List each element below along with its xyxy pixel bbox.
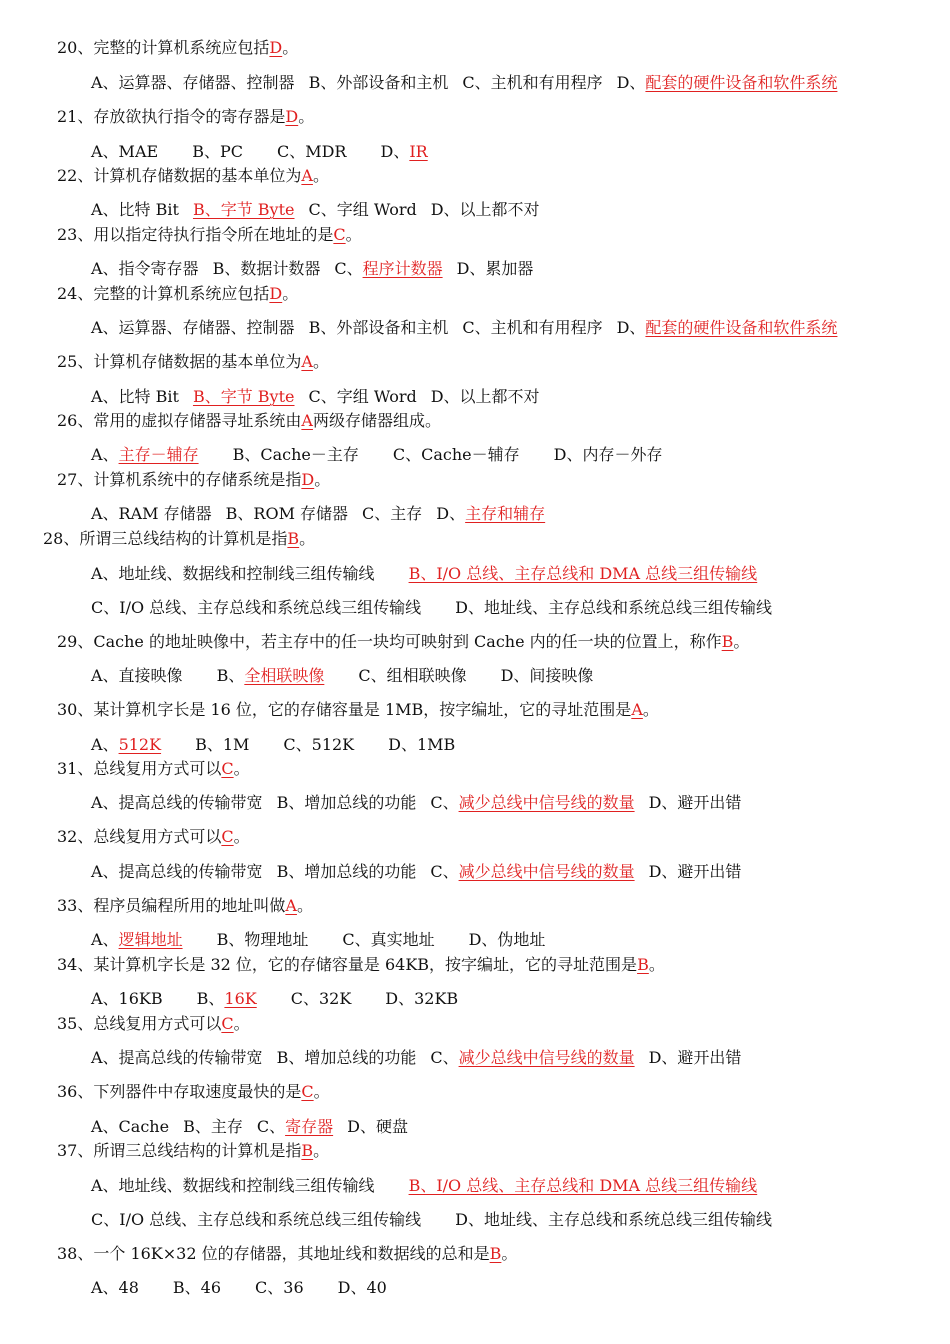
option [91, 1116, 169, 1138]
question-text: 24、完整的计算机系统应包括 [57, 284, 270, 303]
option-answer: B、字节 Byte [192, 200, 295, 219]
option-text: A、指令寄存器 [91, 259, 199, 278]
option-text: C、32K [290, 989, 352, 1008]
option-row [0, 861, 741, 883]
option-answer: IR [409, 142, 428, 161]
option-text: C、I/O 总线、主存总线和系统总线三组传输线 [91, 1210, 422, 1229]
option-row [0, 317, 837, 339]
question-tail: 。 [313, 1082, 330, 1101]
option [554, 444, 663, 466]
option-answer: 减少总线中信号线的数量 [458, 793, 635, 812]
option [197, 988, 257, 1010]
option [309, 199, 417, 221]
option-answer: 逻辑地址 [118, 930, 183, 949]
option-answer: 减少总线中信号线的数量 [458, 862, 635, 881]
option-answer: B、I/O 总线、主存总线和 DMA 总线三组传输线 [408, 1176, 758, 1195]
answer-letter: B [637, 955, 649, 974]
option-answer: 程序计数器 [362, 259, 443, 278]
option-text: B、外部设备和主机 [308, 73, 449, 92]
question-text: 28、所谓三总线结构的计算机是指 [43, 529, 288, 548]
option [91, 199, 179, 221]
option-text: C、组相联映像 [358, 666, 467, 685]
option-prefix: D、 [616, 73, 646, 92]
question-tail: 。 [282, 284, 299, 303]
answer-letter: D [285, 107, 299, 126]
option [617, 72, 838, 94]
question-line [0, 410, 441, 432]
question-text: 22、计算机存储数据的基本单位为 [57, 166, 302, 185]
question-text: 25、计算机存储数据的基本单位为 [57, 352, 302, 371]
option [409, 563, 758, 585]
option [338, 1277, 387, 1299]
question-tail: 。 [648, 955, 665, 974]
option [430, 861, 634, 883]
option-text: A、地址线、数据线和控制线三组传输线 [91, 1176, 375, 1195]
option [91, 1175, 375, 1197]
option-row [0, 929, 545, 951]
question-line [0, 1140, 329, 1162]
option-text: B、数据计数器 [212, 259, 321, 278]
question-tail: 。 [312, 352, 329, 371]
option-text: A、16KB [91, 989, 163, 1008]
option [213, 258, 321, 280]
option [436, 503, 545, 525]
option [91, 597, 421, 619]
option [91, 1277, 139, 1299]
option-prefix: B、 [216, 666, 245, 685]
option-text: D、地址线、主存总线和系统总线三组传输线 [455, 1210, 773, 1229]
option-text: B、PC [192, 142, 243, 161]
option [385, 988, 458, 1010]
option-answer: 配套的硬件设备和软件系统 [645, 318, 838, 337]
option-row [0, 1209, 772, 1231]
option [291, 988, 352, 1010]
option-row [0, 792, 741, 814]
option [91, 317, 295, 339]
question-line [0, 1243, 517, 1265]
answer-letter: B [287, 529, 300, 548]
option-text: C、MDR [276, 142, 347, 161]
question-line [0, 469, 330, 491]
option-answer: B、字节 Byte [192, 387, 295, 406]
question-tail: 。 [233, 1014, 250, 1033]
option [409, 1175, 758, 1197]
option [195, 734, 249, 756]
option-text: A、MAE [91, 142, 159, 161]
option [91, 503, 212, 525]
option-text: A、提高总线的传输带宽 [91, 862, 263, 881]
option [193, 199, 295, 221]
option [358, 665, 466, 687]
question-line [0, 631, 749, 653]
option [255, 1277, 304, 1299]
option [430, 1047, 634, 1069]
option-text: A、比特 Bit [91, 387, 179, 406]
option-text: C、字组 Word [308, 200, 417, 219]
option-row [0, 1116, 408, 1138]
option-text: C、I/O 总线、主存总线和系统总线三组传输线 [91, 598, 422, 617]
answer-letter: A [631, 700, 643, 719]
option-text: B、增加总线的功能 [276, 1048, 417, 1067]
option-text: B、1M [195, 735, 250, 754]
option [91, 444, 199, 466]
option-prefix: A、 [91, 735, 119, 754]
option [362, 503, 422, 525]
question-tail: 。 [733, 632, 750, 651]
option [380, 141, 427, 163]
question-line [0, 165, 329, 187]
option-answer: 主存－辅存 [118, 445, 199, 464]
option [91, 258, 199, 280]
option-row [0, 141, 428, 163]
option-text: B、Cache－主存 [232, 445, 359, 464]
option [649, 1047, 742, 1069]
question-line [0, 351, 329, 373]
option [91, 861, 263, 883]
question-line [0, 895, 313, 917]
option [193, 386, 295, 408]
option-answer: 配套的硬件设备和软件系统 [645, 73, 838, 92]
answer-letter: C [301, 1082, 314, 1101]
question-text: 33、程序员编程所用的地址叫做 [57, 896, 286, 915]
option-prefix: A、 [91, 445, 119, 464]
option-text: A、提高总线的传输带宽 [91, 793, 263, 812]
question-text: 38、一个 16K×32 位的存储器，其地址线和数据线的总和是 [57, 1244, 490, 1263]
option-answer: 512K [118, 735, 162, 754]
option-text: C、512K [283, 735, 355, 754]
question-line [0, 106, 314, 128]
option-row [0, 734, 455, 756]
question-text: 31、总线复用方式可以 [57, 759, 222, 778]
question-tail: 。 [298, 107, 315, 126]
option-text: D、间接映像 [500, 666, 594, 685]
option [91, 563, 375, 585]
question-tail: 。 [282, 38, 299, 57]
answer-letter: B [301, 1141, 314, 1160]
option-text: D、1MB [388, 735, 456, 754]
option [283, 734, 354, 756]
option-text: A、RAM 存储器 [91, 504, 212, 523]
option-text: C、36 [255, 1278, 304, 1297]
option [91, 734, 161, 756]
question-line [0, 1081, 330, 1103]
option-row [0, 1047, 741, 1069]
question-tail: 。 [501, 1244, 518, 1263]
option [217, 665, 325, 687]
option-text: C、真实地址 [342, 930, 435, 949]
option-text: A、运算器、存储器、控制器 [91, 318, 295, 337]
option-text: C、主存 [362, 504, 423, 523]
option [393, 444, 520, 466]
option-text: B、物理地址 [216, 930, 309, 949]
option [431, 386, 540, 408]
option-row [0, 444, 662, 466]
option-text: A、48 [91, 1278, 139, 1297]
option [347, 1116, 408, 1138]
option-prefix: C、 [430, 1048, 459, 1067]
option-prefix: D、 [616, 318, 646, 337]
option [277, 141, 347, 163]
option-row [0, 1175, 757, 1197]
option [457, 258, 534, 280]
option [309, 386, 417, 408]
option-text: D、以上都不对 [430, 387, 540, 406]
answer-letter: D [269, 284, 283, 303]
option-text: D、硬盘 [347, 1117, 408, 1136]
option-text: C、字组 Word [308, 387, 417, 406]
question-text: 23、用以指定待执行指令所在地址的是 [57, 225, 334, 244]
option-text: D、避开出错 [648, 793, 742, 812]
option-prefix: C、 [430, 862, 459, 881]
answer-letter: A [285, 896, 297, 915]
question-tail: 。 [312, 166, 329, 185]
option [462, 317, 602, 339]
option-text: D、伪地址 [468, 930, 546, 949]
option-row [0, 199, 540, 221]
option-text: D、避开出错 [648, 1048, 742, 1067]
question-text: 36、下列器件中存取速度最快的是 [57, 1082, 302, 1101]
option-prefix: C、 [430, 793, 459, 812]
option-text: D、40 [337, 1278, 387, 1297]
option [469, 929, 546, 951]
answer-letter: A [301, 166, 313, 185]
option [277, 792, 417, 814]
option-row [0, 597, 772, 619]
question-text: 37、所谓三总线结构的计算机是指 [57, 1141, 302, 1160]
option-text: C、主机和有用程序 [462, 73, 603, 92]
option-text: B、主存 [183, 1117, 243, 1136]
question-text: 26、常用的虚拟存储器寻址系统由 [57, 411, 302, 430]
answer-letter: C [221, 827, 234, 846]
option [91, 141, 158, 163]
option [192, 141, 243, 163]
option [217, 929, 309, 951]
option-text: B、外部设备和主机 [308, 318, 449, 337]
option-row [0, 1277, 387, 1299]
option [91, 1047, 263, 1069]
question-line [0, 1013, 250, 1035]
answer-letter: C [333, 225, 346, 244]
option-text: D、避开出错 [648, 862, 742, 881]
option [617, 317, 838, 339]
answer-letter: D [301, 470, 315, 489]
option-text: D、32KB [385, 989, 459, 1008]
option-text: C、Cache－辅存 [392, 445, 520, 464]
question-text: 27、计算机系统中的存储系统是指 [57, 470, 302, 489]
option [342, 929, 434, 951]
question-text: 34、某计算机字长是 32 位，它的存储容量是 64KB，按字编址，它的寻址范围是 [57, 955, 638, 974]
option-row [0, 563, 757, 585]
option [431, 199, 540, 221]
option [455, 597, 772, 619]
option-answer: 全相联映像 [244, 666, 325, 685]
answer-letter: C [221, 759, 234, 778]
answer-letter: C [221, 1014, 234, 1033]
option [430, 792, 634, 814]
option-row [0, 258, 533, 280]
option-text: A、提高总线的传输带宽 [91, 1048, 263, 1067]
option-text: D、以上都不对 [430, 200, 540, 219]
option-text: D、地址线、主存总线和系统总线三组传输线 [455, 598, 773, 617]
answer-letter: D [269, 38, 283, 57]
option-text: A、地址线、数据线和控制线三组传输线 [91, 564, 375, 583]
option [277, 861, 417, 883]
question-text: 29、Cache 的地址映像中，若主存中的任一块均可映射到 Cache 内的任一块的位置上，称作 [57, 632, 722, 651]
option [91, 1209, 421, 1231]
option [91, 72, 295, 94]
question-text: 21、存放欲执行指令的寄存器是 [57, 107, 286, 126]
answer-letter: B [489, 1244, 502, 1263]
question-text: 35、总线复用方式可以 [57, 1014, 222, 1033]
option-prefix: A、 [91, 930, 119, 949]
option [388, 734, 455, 756]
option-answer: 16K [224, 989, 257, 1008]
option [334, 258, 442, 280]
option [455, 1209, 772, 1231]
option-row [0, 665, 593, 687]
option-answer: 减少总线中信号线的数量 [458, 1048, 635, 1067]
option-prefix: B、 [196, 989, 225, 1008]
option [226, 503, 348, 525]
option-prefix: C、 [256, 1117, 286, 1136]
option [91, 988, 163, 1010]
option-text: B、46 [172, 1278, 222, 1297]
option-text: A、运算器、存储器、控制器 [91, 73, 295, 92]
option [233, 444, 359, 466]
option-text: C、主机和有用程序 [462, 318, 603, 337]
question-line [0, 758, 250, 780]
question-line [0, 37, 298, 59]
answer-letter: B [721, 632, 734, 651]
question-line [0, 954, 665, 976]
option-text: A、Cache [91, 1117, 170, 1136]
option [501, 665, 594, 687]
option-text: B、ROM 存储器 [225, 504, 349, 523]
question-tail: 。 [642, 700, 659, 719]
option [91, 665, 183, 687]
answer-letter: A [301, 411, 313, 430]
answer-letter: A [301, 352, 313, 371]
question-tail: 。 [233, 759, 250, 778]
option-text: B、增加总线的功能 [276, 793, 417, 812]
option-text: D、累加器 [456, 259, 534, 278]
option [91, 386, 179, 408]
option-text: A、直接映像 [91, 666, 183, 685]
option-text: D、内存－外存 [553, 445, 663, 464]
question-line [0, 699, 659, 721]
option-prefix: C、 [334, 259, 363, 278]
option [173, 1277, 221, 1299]
question-tail: 。 [296, 896, 313, 915]
option [649, 861, 742, 883]
option-prefix: D、 [436, 504, 466, 523]
option-prefix: D、 [380, 142, 410, 161]
option [91, 792, 263, 814]
option-row [0, 503, 545, 525]
option-text: A、比特 Bit [91, 200, 179, 219]
question-tail: 。 [345, 225, 362, 244]
option-answer: 寄存器 [285, 1117, 334, 1136]
question-tail: 。 [233, 827, 250, 846]
question-tail: 两级存储器组成。 [312, 411, 441, 430]
question-tail: 。 [313, 1141, 330, 1160]
option [257, 1116, 333, 1138]
option-answer: 主存和辅存 [465, 504, 546, 523]
option-answer: B、I/O 总线、主存总线和 DMA 总线三组传输线 [408, 564, 758, 583]
question-line [0, 224, 362, 246]
question-line [0, 826, 250, 848]
question-tail: 。 [299, 529, 316, 548]
option [277, 1047, 417, 1069]
option [183, 1116, 243, 1138]
option [649, 792, 742, 814]
question-text: 20、完整的计算机系统应包括 [57, 38, 270, 57]
question-tail: 。 [314, 470, 331, 489]
option-text: B、增加总线的功能 [276, 862, 417, 881]
option-row [0, 988, 458, 1010]
option-row [0, 386, 540, 408]
question-line [0, 528, 315, 550]
option [309, 317, 449, 339]
question-text: 32、总线复用方式可以 [57, 827, 222, 846]
option [91, 929, 183, 951]
option [309, 72, 449, 94]
question-line [0, 283, 298, 305]
option-row [0, 72, 837, 94]
question-text: 30、某计算机字长是 16 位，它的存储容量是 1MB，按字编址，它的寻址范围是 [57, 700, 632, 719]
option [462, 72, 602, 94]
